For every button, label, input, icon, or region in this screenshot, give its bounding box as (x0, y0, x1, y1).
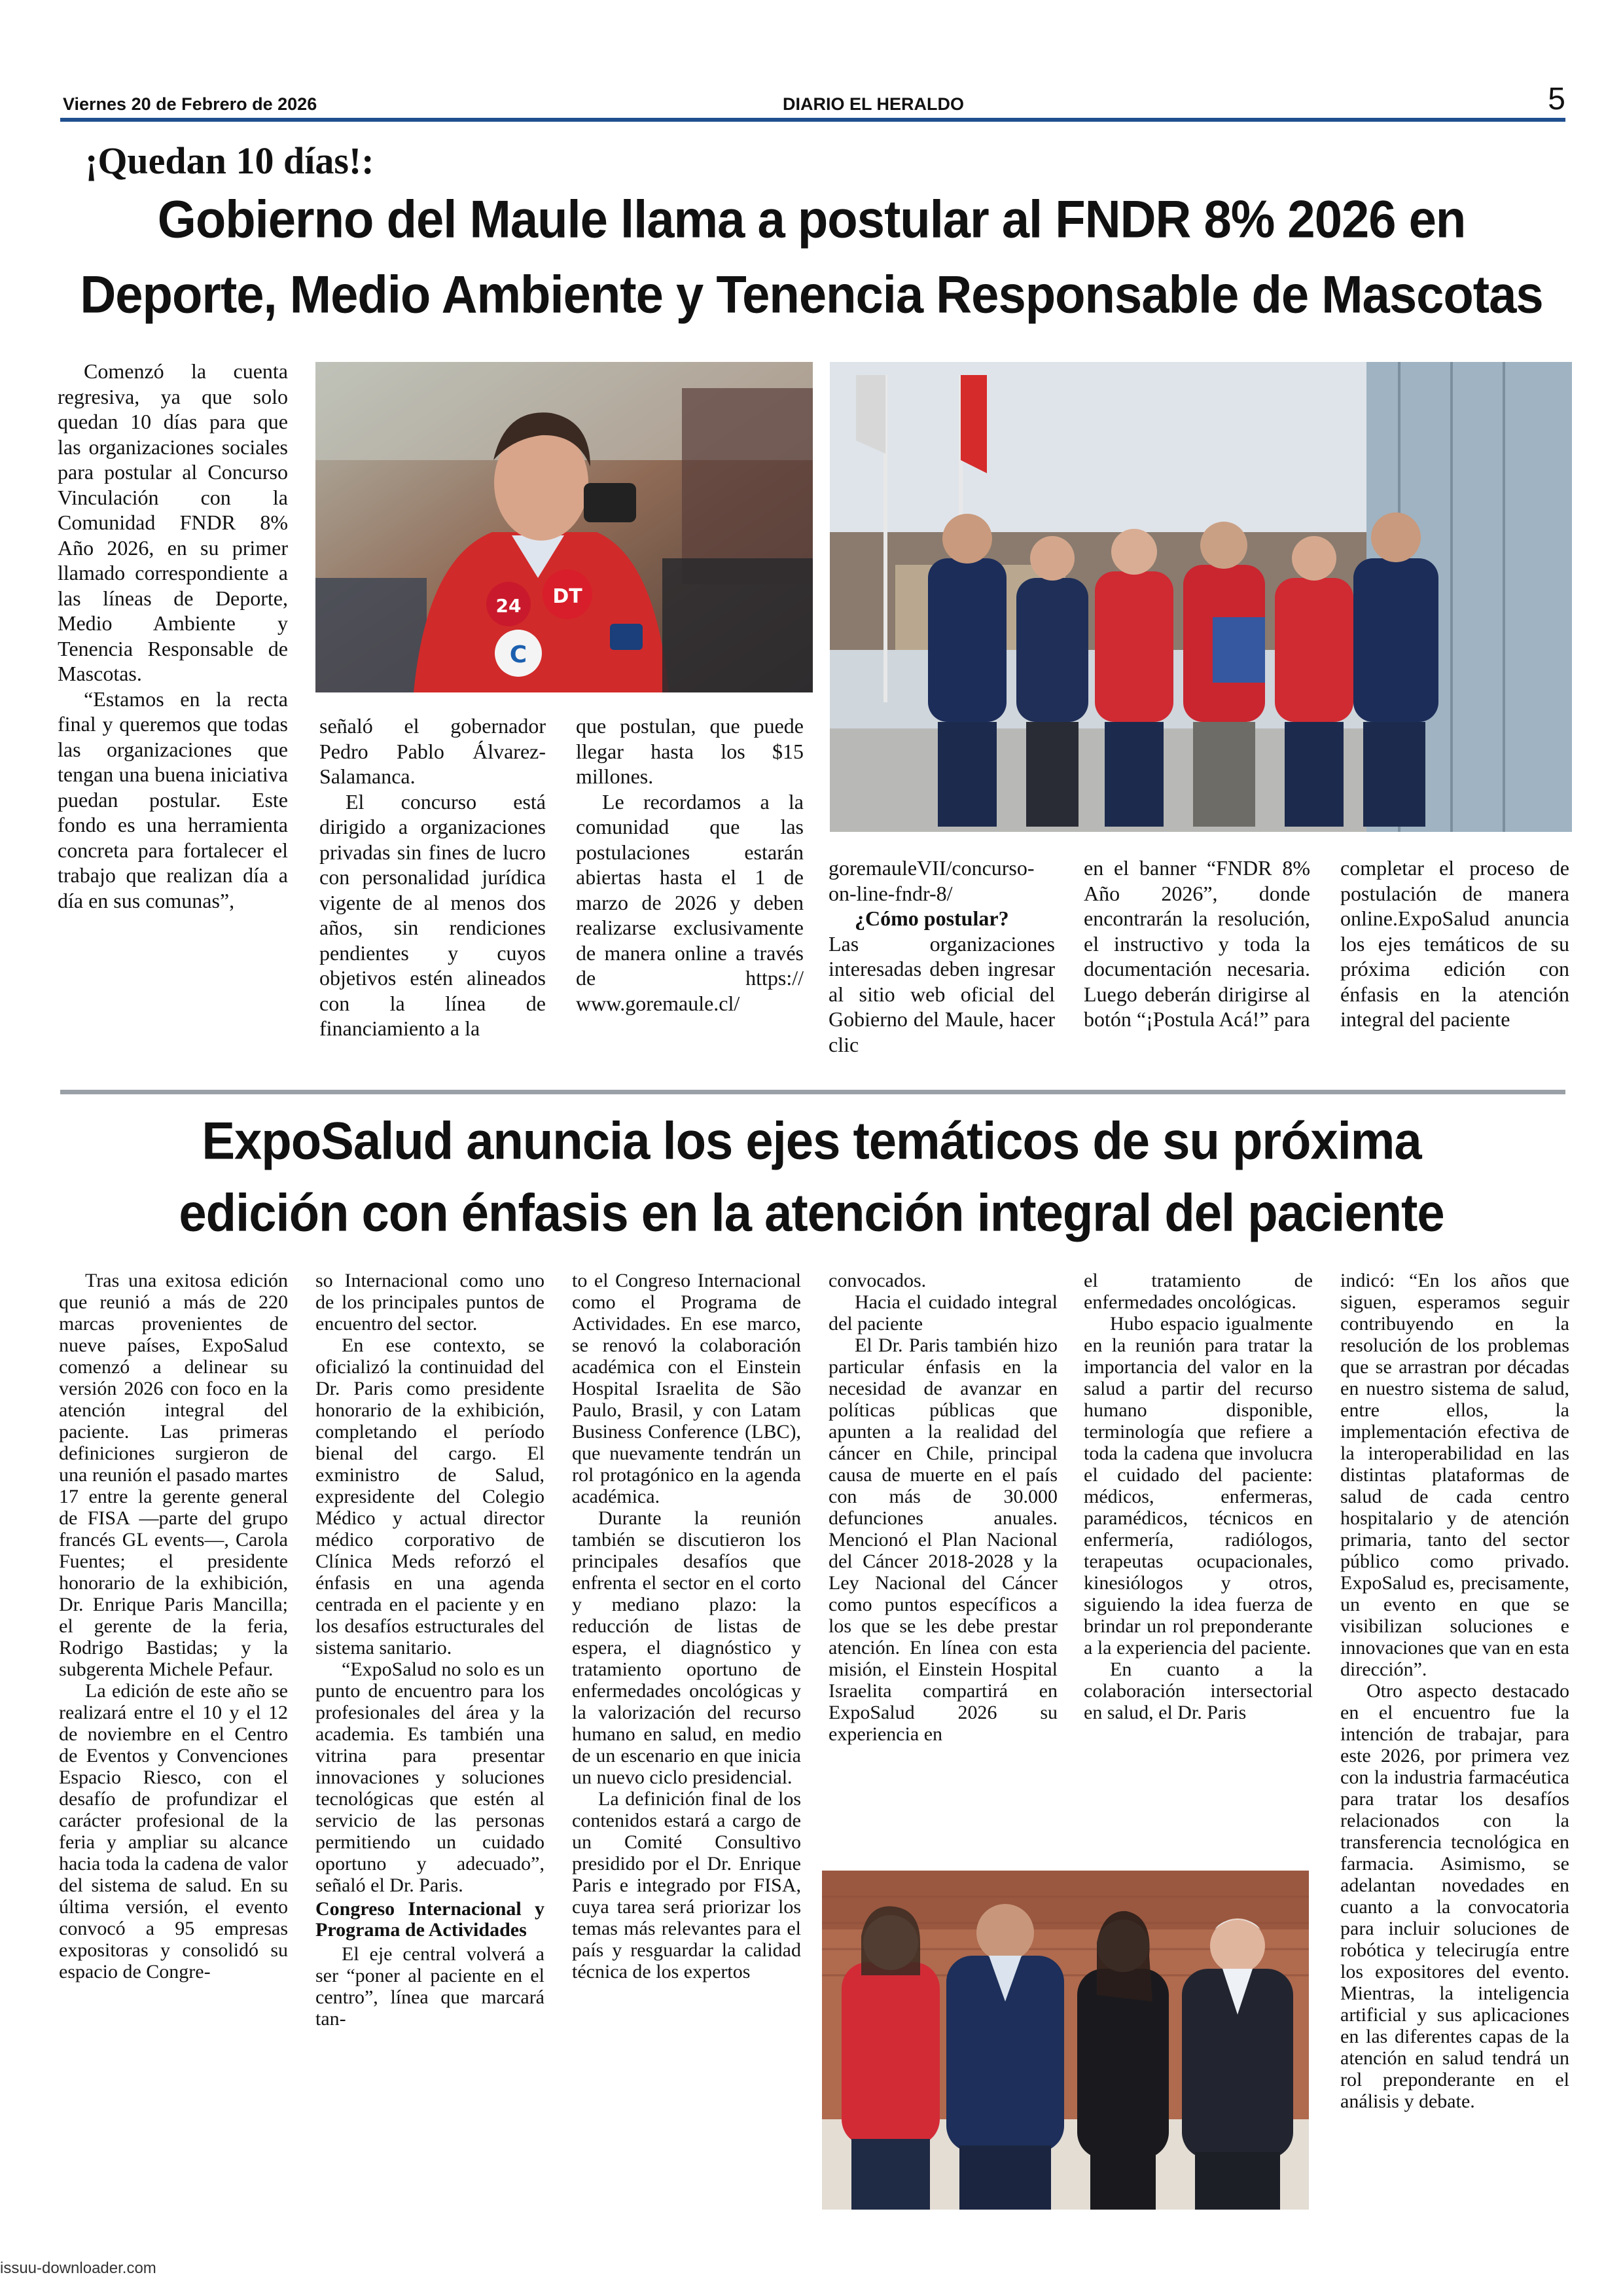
photo-athletes-illustration (830, 362, 1572, 832)
paragraph: Comenzó la cuenta regresiva, ya que solo quedan 10 días para que las organizaciones sociales para postular al Concurso Vinculación con la Comunidad FNDR 8% Año 2026, en su primer llamado correspondiente a las líneas de Deporte, Medio Ambiente y Tenencia Responsable de Mascotas. (58, 359, 288, 685)
article1-column-3 (576, 713, 804, 1016)
paragraph: completar el proceso de postulación de manera online.ExpoSalud anuncia los ejes temáticos de su próxima edición con énfasis en la atención integral del paciente (1340, 856, 1569, 1031)
paragraph: goremauleVII/concurso-on-line-fndr-8/ (829, 856, 1035, 905)
article2-headline-line1: ExpoSalud anuncia los ejes temáticos de su próxima (202, 1111, 1421, 1171)
paragraph: “Estamos en la recta final y queremos que todas las organizaciones que tengan una buena iniciativa puedan postular. Este fondo es una herramienta concreta para fortalecer el trabajo que realizan día a día en sus comunas”, (58, 687, 288, 912)
microphone-label-dt: DT (552, 585, 582, 608)
article1-column-5 (1084, 855, 1310, 1032)
paragraph: Hubo espacio igualmente en la reunión para tratar la importancia del valor en la salud a partir del recurso humano disponible, terminología que refiere a toda la cadena que involucra el cuidado del paciente: médicos, enfermeras, paramédicos, técnicos en enfermería, radiólogos, terapeutas ocupacionales, kinesiólogos y otros, siguiendo la idea fuerza de brindar un rol preponderante a la experiencia del paciente. (1084, 1313, 1313, 1659)
paragraph: so Internacional como uno de los principales puntos de encuentro del sector. (315, 1270, 544, 1335)
newspaper-name: DIARIO EL HERALDO (783, 94, 965, 114)
article1-column-6 (1340, 855, 1569, 1032)
paragraph: indicó: “En los años que siguen, esperamos seguir contribuyendo en la resolución de los problemas que se arrastran por décadas en nuestro sistema de salud, entre ellos, la implementación efectiva de la interoperabilidad en las distintas plataformas de salud de cada centro hospitalario y de atención primaria, tanto del sector público como privado. ExpoSalud es, precisamente, un evento en que se visibilizan soluciones e innovaciones que van en esta dirección”. (1340, 1270, 1569, 1680)
article2-column-2 (315, 1270, 544, 2030)
page-number: 5 (1548, 82, 1565, 117)
microphone-label-c: C (509, 641, 527, 668)
article2-column-5 (1084, 1270, 1313, 1723)
article2-column-6 (1340, 1270, 1569, 2112)
paragraph: Tras una exitosa edición que reunió a más de 220 marcas provenientes de nueve países, ExpoSalud comenzó a delinear su versión 2026 con foco en la atención integral del paciente. Las primeras definiciones surgieron de una reunión el pasado martes 17 entre la gerente general de FISA —parte del grupo francés GL events—, Carola Fuentes; el presidente honorario de la exhibición, Dr. Enrique Paris Mancilla; el gerente de la feria, Rodrigo Bastidas; y la subgerenta Michele Pefaur. (59, 1270, 288, 1680)
paragraph: El eje central volverá a ser “poner al paciente en el centro”, línea que marcará tan- (315, 1943, 544, 2030)
paragraph: Durante la reunión también se discutieron los principales desafíos que enfrenta el sector en el corto y mediano plazo: la reducción de listas de espera, el diagnóstico y tratamiento oportuno de enfermedades oncológicas y la valorización del recurso humano en salud, en medio de un escenario en que inicia un nuevo ciclo presidencial. (572, 1507, 801, 1788)
paragraph: señaló el gobernador Pedro Pablo Álvarez-Salamanca. (319, 714, 546, 788)
paragraph: La edición de este año se realizará entre el 10 y el 12 de noviembre en el Centro de Eventos y Convenciones Espacio Riesco, con el desafío de profundizar el carácter profesional de la feria y ampliar su alcance hacia toda la cadena de valor del sistema de salud. En su última versión, el evento convocó a 95 empresas expositoras y consolidó su espacio de Congre- (59, 1680, 288, 1982)
paragraph: convocados. (829, 1270, 927, 1291)
paragraph: En ese contexto, se oficializó la continuidad del Dr. Paris como presidente honorario de la exhibición, completando el período bienal del cargo. El exministro de Salud, expresidente del Colegio Médico y actual director médico corporativo de Clínica Meds reforzó el énfasis en una agenda centrada en el paciente y en los desafíos estructurales del sistema sanitario. (315, 1335, 544, 1659)
paragraph: en el banner “FNDR 8% Año 2026”, donde encontrarán la resolución, el instructivo y toda la documentación necesaria. Luego deberán dirigirse al botón “¡Postula Acá!” para (1084, 856, 1310, 1031)
section-subhead: Congreso Internacional y Programa de Actividades (315, 1898, 544, 1941)
article1-headline-line2: Deporte, Medio Ambiente y Tenencia Responsable de Mascotas (80, 265, 1543, 325)
section-subhead: ¿Cómo postular? (855, 906, 1009, 930)
photo-governor-press (315, 362, 813, 692)
paragraph: El concurso está dirigido a organizaciones privadas sin fines de lucro con personalidad jurídica vigente de al menos dos años, sin rendiciones pendientes y cuyos objetivos estén alineados con la línea de financiamiento a la (319, 789, 546, 1040)
article1-headline-line1: Gobierno del Maule llama a postular al FNDR 8% 2026 en (157, 190, 1466, 249)
paragraph: En cuanto a la colaboración intersectorial en salud, el Dr. Paris (1084, 1659, 1313, 1723)
paragraph: La definición final de los contenidos estará a cargo de un Comité Consultivo presidido por el Dr. Enrique Paris e integrado por FISA, cuya tarea será priorizar los temas más relevantes para el país y resguardar la calidad técnica de los expertos (572, 1788, 801, 1982)
photo-governor-illustration (315, 362, 813, 692)
photo-exposalud-meeting (822, 1871, 1309, 2210)
article2-column-3 (572, 1270, 801, 1982)
paragraph: Otro aspecto destacado en el encuentro fue la intención de trabajar, para este 2026, por primera vez con la industria farmacéutica para tratar los desafíos relacionados con la transferencia tecnológica en farmacia. Asimismo, se adelantan novedades en cuanto a la convocatoria para incluir soluciones de robótica y telecirugía entre los expositores del evento. Mientras, la inteligencia artificial y sus aplicaciones en las diferentes capas de la atención en salud tendrá un rol preponderante en el análisis y debate. (1340, 1680, 1569, 2112)
photo-athletes-group (830, 362, 1572, 832)
paragraph: el tratamiento de enfermedades oncológicas. (1084, 1270, 1313, 1313)
article2-column-1 (59, 1270, 288, 1982)
issue-date: Viernes 20 de Febrero de 2026 (63, 94, 317, 114)
article1-column-1 (58, 359, 288, 913)
paragraph: Le recordamos a la comunidad que las postulaciones estarán abiertas hasta el 1 de marzo de 2026 y deben realizarse exclusivamente de manera online a través de https:// www.goremaule.cl/ (576, 789, 804, 1015)
paragraph: que postulan, que puede llegar hasta los $15 millones. (576, 714, 804, 788)
article-separator (60, 1090, 1565, 1094)
footer-watermark: issuu-downloader.com (0, 2259, 156, 2277)
paragraph: “ExpoSalud no solo es un punto de encuentro para los profesionales del área y la academia. Es también una vitrina para presentar innovaciones y soluciones tecnológicas que estén al servicio de las personas permitiendo un cuidado oportuno y adecuado”, señaló el Dr. Paris. (315, 1659, 544, 1896)
article2-headline-line2: edición con énfasis en la atención integral del paciente (179, 1183, 1444, 1243)
paragraph: Las organizaciones interesadas deben ingresar al sitio web oficial del Gobierno del Maule, hacer clic (829, 931, 1055, 1056)
article1-column-2 (319, 713, 546, 1041)
article1-column-4 (829, 855, 1055, 1057)
microphone-label-24: 24 (495, 595, 522, 617)
section-subhead: Hacia el cuidado integral del paciente (829, 1291, 1058, 1335)
paragraph: El Dr. Paris también hizo particular énfasis en la necesidad de avanzar en políticas públicas que apunten a la realidad del cáncer en Chile, principal causa de muerte en el país con más de 30.000 defunciones anuales. Mencionó el Plan Nacional del Cáncer 2018-2028 y la Ley Nacional del Cáncer como puntos específicos a los que se les debe prestar atención. En línea con esta misión, el Einstein Hospital Israelita compartirá en ExpoSalud 2026 su experiencia en (829, 1335, 1058, 1745)
article2-column-4 (829, 1270, 1058, 1745)
photo-meeting-illustration (822, 1871, 1309, 2210)
paragraph: to el Congreso Internacional como el Programa de Actividades. En ese marco, se renovó la colaboración académica con el Einstein Hospital Israelita de São Paulo, Brasil, y con Latam Business Conference (LBC), que nuevamente tendrán un rol protagónico en la agenda académica. (572, 1270, 801, 1507)
header-rule (60, 118, 1565, 122)
article1-kicker: ¡Quedan 10 días!: (85, 139, 374, 182)
